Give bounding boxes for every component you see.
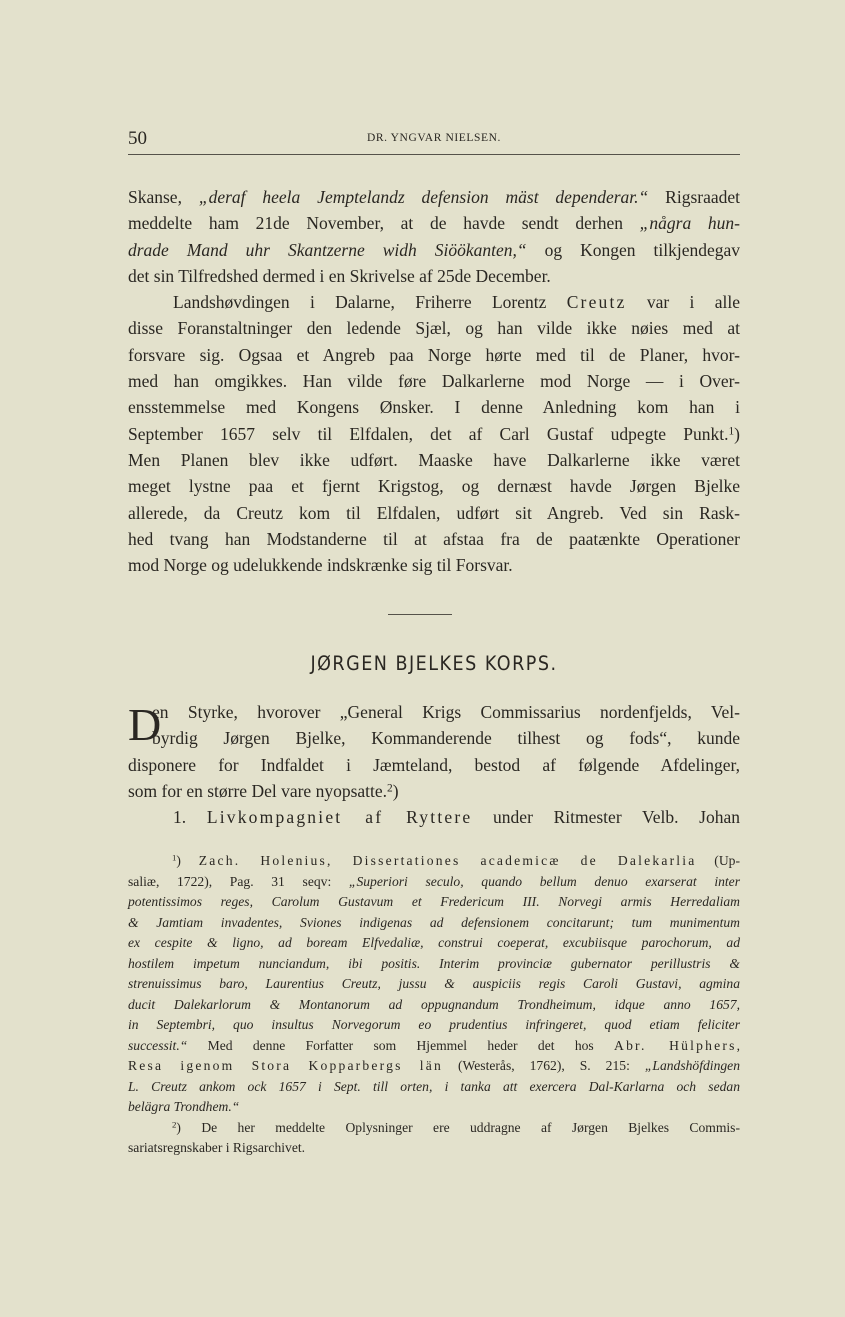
footnote-line-segment: 2 (172, 1119, 177, 1130)
footnote-line (128, 1118, 740, 1139)
footnote-line-segment: ) De her meddelte Oplysninger ere uddragne af Jørgen Bjelkes Commis- (176, 1119, 740, 1135)
section-divider (388, 614, 452, 615)
body-line-segment: September 1657 selv til Elfdalen, det af Carl Gustaf udpegte Punkt. (128, 423, 729, 444)
page-header (128, 128, 740, 154)
footnote-line-segment: & Jamtiam invadentes, Sviones indigenas ad defensionem concitarunt; tum munimentum (128, 914, 740, 930)
footnote-line (128, 892, 740, 913)
body-line-segment: „deraf heela Jemptelandz defension mäst dependerar.“ (198, 187, 649, 207)
body-line-segment: forsvare sig. Ogsaa et Angreb paa Norge hørte med til de Planer, hvor- (128, 344, 740, 365)
body-line (128, 394, 740, 420)
section-line-segment: Livkompagniet af Ryttere (206, 807, 473, 828)
footnote-line (128, 1077, 740, 1098)
body-line-segment: var i alle (626, 292, 740, 313)
body-line-segment: Rigsraadet (648, 187, 741, 207)
body-line (128, 315, 740, 341)
body-line (128, 289, 740, 315)
footnote-line-segment: belägra Trondhem.“ (128, 1099, 240, 1114)
page-number: 50 (128, 128, 147, 149)
footnote-line (128, 1097, 740, 1118)
body-line-segment: med han omgikkes. Han vilde føre Dalkarlerne mod Norge — i Over- (128, 371, 740, 392)
section-line-segment: som for en større Del vare nyopsatte. (128, 780, 388, 801)
body-line (128, 210, 740, 236)
body-line-segment: det sin Tilfredshed dermed i en Skrivelse af 25de December. (128, 265, 551, 286)
section-line-segment: 1. (173, 807, 207, 828)
section-body (128, 699, 740, 830)
header-rule (128, 154, 740, 155)
body-line-segment: hed tvang han Modstanderne til at afstaa fra de paatænkte Operationer (128, 528, 740, 549)
body-line (128, 473, 740, 499)
body-line (128, 421, 740, 447)
body-line (128, 368, 740, 394)
body-line-segment: Creutz (566, 292, 627, 313)
body-line-segment: allerede, da Creutz kom til Elfdalen, udført sit Angreb. Ved sin Rask- (128, 502, 740, 523)
section-line (128, 752, 740, 778)
body-line-segment: ensstemmelse med Kongens Ønsker. I denne Anledning kom han i (128, 397, 740, 418)
footnote-line-segment: , (736, 1037, 740, 1053)
section-line-segment: 2 (387, 782, 393, 795)
footnote-line-segment: Med denne Forfatter som Hjemmel heder det hos (187, 1037, 615, 1053)
footnote-line-segment: strenuissimus baro, Laurentius Creutz, jussu & auspiciis regis Caroli Gustavi, agmina (128, 976, 740, 991)
section-title: JØRGEN BJELKES KORPS. (310, 652, 558, 675)
footnote-line-segment: „Landshöfdingen (644, 1058, 740, 1073)
footnote-line-segment: ) (176, 853, 199, 868)
footnote-line (128, 851, 740, 872)
section-line-segment: under Ritmester Velb. Johan (472, 807, 740, 828)
body-line-segment: Men Planen blev ikke udført. Maaske have Dalkarlerne ikke været (128, 449, 740, 470)
body-line (128, 263, 740, 289)
body-line-segment: drade Mand uhr Skantzerne widh Siöökanten,“ (128, 239, 527, 260)
footnote-line (128, 872, 740, 893)
body-line (128, 184, 740, 210)
footnote-line (128, 1138, 740, 1159)
footnotes (128, 851, 740, 1159)
footnote-line (128, 933, 740, 954)
footnote-line (128, 974, 740, 995)
footnote-line-segment: Zach. Holenius, Dissertationes academicæ de Dalekarlia (198, 853, 697, 868)
footnote-line-segment: (Up- (696, 853, 740, 868)
footnote-line-segment: (Westerås, 1762), S. 215: (443, 1058, 645, 1073)
section-line-segment: en Styrke, hvorover „General Krigs Commissarius nordenfjelds, Vel- (152, 702, 740, 722)
section-line-segment: disponere for Indfaldet i Jæmteland, bestod af følgende Afdelinger, (128, 754, 740, 775)
body-line-segment: og Kongen tilkjendegav (526, 239, 741, 260)
footnote-line (128, 1015, 740, 1036)
body-line-segment: „några hun- (639, 213, 740, 234)
body-line-segment: disse Foranstaltninger den ledende Sjæl, og han vilde ikke nøies med at (128, 318, 740, 339)
footnote-line-segment: ex cespite & ligno, ad boream Elfvedaliæ, construi coeperat, excubiisque parochorum, ad (128, 935, 740, 950)
section-text (128, 699, 740, 830)
body-line-segment: ) (734, 423, 740, 444)
body-line (128, 447, 740, 473)
body-line (128, 237, 740, 263)
footnote-line (128, 1036, 740, 1057)
footnote-line (128, 1056, 740, 1077)
body-line (128, 526, 740, 552)
footnote-line (128, 954, 740, 975)
section-line-segment: ) (392, 780, 399, 801)
body-line-segment: mod Norge og udelukkende indskrænke sig til Forsvar. (128, 555, 513, 576)
footnote-line-segment: hostilem impetum nunciandum, ibi positis. Interim provinciæ gubernator perillustris & (128, 955, 740, 971)
section-line (128, 725, 740, 751)
footnote-line-segment: ducit Dalekarlorum & Montanorum ad oppugnandum Trondheimum, idque anno 1657, (128, 996, 740, 1012)
footnote-line-segment: sariatsregnskaber i Rigsarchivet. (128, 1140, 306, 1155)
footnote-line-segment: L. Creutz ankom ock 1657 i Sept. till orten, i tanka att exercera Dal-Karlarna och sedan (128, 1078, 740, 1094)
footnote-line-segment: 1 (172, 852, 177, 863)
body-line-segment: Skanse, (128, 187, 199, 207)
running-head: DR. YNGVAR NIELSEN. (366, 132, 502, 144)
body-line-segment: 1 (728, 424, 735, 437)
section-line-segment: byrdig Jørgen Bjelke, Kommanderende tilhest og fods“, kunde (152, 728, 740, 749)
body-line (128, 342, 740, 368)
body-text (128, 184, 740, 578)
footnote-line-segment: Abr. Hülphers (614, 1037, 737, 1053)
footnote-line-segment: successit.“ (128, 1037, 188, 1053)
body-line-segment: Landshøvdingen i Dalarne, Friherre Lorentz (173, 292, 567, 313)
footnote-line-segment: potentissimos reges, Carolum Gustavum et Fredericum III. Norvegi armis Herredaliam (128, 894, 740, 909)
footnote-line-segment: in Septembri, quo insultus Norvegorum eo prudentius infringeret, quod etiam feliciter (128, 1017, 740, 1032)
footnote-line (128, 995, 740, 1016)
drop-cap: D (128, 699, 162, 750)
section-line (128, 804, 740, 830)
section-line (128, 778, 740, 804)
footnote-line-segment: „Superiori seculo, quando bellum denuo exarserat inter (348, 873, 740, 889)
body-line-segment: meddelte ham 21de November, at de havde sendt derhen (128, 213, 640, 234)
footnote-line-segment: saliæ, 1722), Pag. 31 seqv: (128, 873, 349, 889)
body-line (128, 500, 740, 526)
footnote-line (128, 913, 740, 934)
body-line (128, 552, 740, 578)
body-line-segment: meget lystne paa et fjernt Krigstog, og dernæst havde Jørgen Bjelke (128, 476, 740, 497)
footnote-line-segment: Resa igenom Stora Kopparbergs län (128, 1058, 444, 1073)
section-line (128, 699, 740, 725)
